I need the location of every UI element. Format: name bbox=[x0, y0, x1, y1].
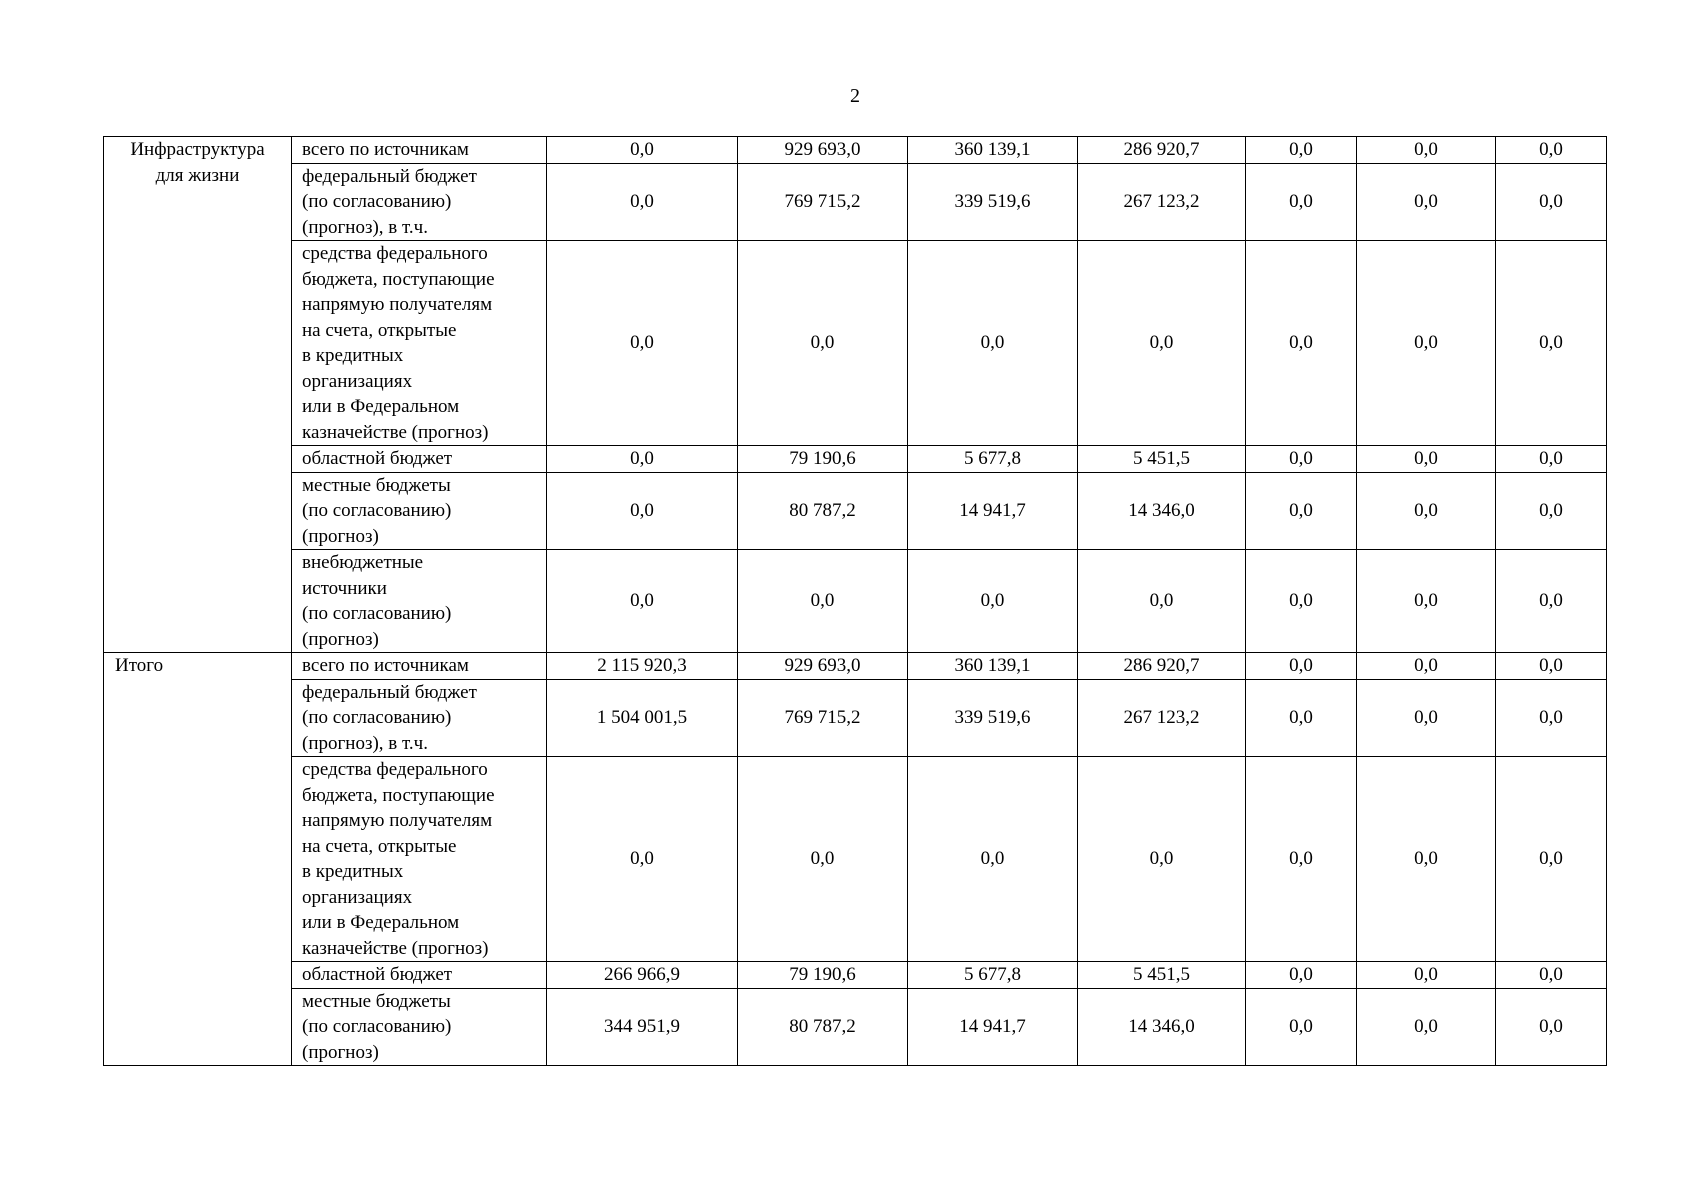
value-cell: 0,0 bbox=[1357, 988, 1496, 1066]
value-cell: 79 190,6 bbox=[738, 446, 908, 473]
value-cell: 0,0 bbox=[1357, 163, 1496, 241]
value-cell: 79 190,6 bbox=[738, 962, 908, 989]
section-name-cell bbox=[104, 137, 292, 653]
value-cell: 360 139,1 bbox=[908, 137, 1078, 164]
value-cell: 0,0 bbox=[1357, 241, 1496, 446]
value-cell: 2 115 920,3 bbox=[547, 653, 738, 680]
value-cell: 14 346,0 bbox=[1078, 988, 1246, 1066]
table-row bbox=[104, 653, 1607, 680]
funding-source-cell: всего по источникам bbox=[292, 137, 547, 164]
value-cell: 0,0 bbox=[547, 137, 738, 164]
value-cell: 0,0 bbox=[1357, 446, 1496, 473]
value-cell: 0,0 bbox=[738, 241, 908, 446]
value-cell: 0,0 bbox=[1357, 962, 1496, 989]
budget-table-body bbox=[104, 137, 1607, 1066]
value-cell: 267 123,2 bbox=[1078, 679, 1246, 757]
value-cell: 0,0 bbox=[1496, 163, 1607, 241]
value-cell: 0,0 bbox=[908, 757, 1078, 962]
value-cell: 344 951,9 bbox=[547, 988, 738, 1066]
table-row bbox=[104, 163, 1607, 241]
table-row bbox=[104, 757, 1607, 962]
value-cell: 0,0 bbox=[1357, 757, 1496, 962]
value-cell: 0,0 bbox=[1246, 653, 1357, 680]
value-cell: 0,0 bbox=[1246, 757, 1357, 962]
value-cell: 0,0 bbox=[908, 550, 1078, 653]
value-cell: 0,0 bbox=[1357, 472, 1496, 550]
value-cell: 339 519,6 bbox=[908, 679, 1078, 757]
value-cell: 0,0 bbox=[1496, 962, 1607, 989]
table-row bbox=[104, 241, 1607, 446]
value-cell: 0,0 bbox=[1246, 988, 1357, 1066]
value-cell: 5 677,8 bbox=[908, 446, 1078, 473]
value-cell: 0,0 bbox=[1246, 679, 1357, 757]
value-cell: 0,0 bbox=[738, 757, 908, 962]
value-cell: 286 920,7 bbox=[1078, 137, 1246, 164]
value-cell: 360 139,1 bbox=[908, 653, 1078, 680]
value-cell: 267 123,2 bbox=[1078, 163, 1246, 241]
table-row bbox=[104, 446, 1607, 473]
value-cell: 0,0 bbox=[547, 757, 738, 962]
value-cell: 0,0 bbox=[1246, 472, 1357, 550]
value-cell: 0,0 bbox=[1078, 757, 1246, 962]
value-cell: 0,0 bbox=[547, 550, 738, 653]
funding-source-cell: федеральный бюджет (по согласованию) (прогноз), в т.ч. bbox=[292, 679, 547, 757]
value-cell: 0,0 bbox=[1078, 241, 1246, 446]
value-cell: 286 920,7 bbox=[1078, 653, 1246, 680]
value-cell: 339 519,6 bbox=[908, 163, 1078, 241]
value-cell: 80 787,2 bbox=[738, 988, 908, 1066]
value-cell: 0,0 bbox=[1246, 163, 1357, 241]
table-row bbox=[104, 137, 1607, 164]
section-name: Инфраструктура для жизни bbox=[130, 139, 265, 186]
value-cell: 5 451,5 bbox=[1078, 446, 1246, 473]
value-cell: 5 677,8 bbox=[908, 962, 1078, 989]
value-cell: 929 693,0 bbox=[738, 653, 908, 680]
value-cell: 0,0 bbox=[547, 446, 738, 473]
funding-source-cell: всего по источникам bbox=[292, 653, 547, 680]
value-cell: 0,0 bbox=[1496, 550, 1607, 653]
value-cell: 14 941,7 bbox=[908, 472, 1078, 550]
value-cell: 0,0 bbox=[1357, 679, 1496, 757]
value-cell: 0,0 bbox=[1496, 988, 1607, 1066]
page-number: 2 bbox=[850, 85, 860, 107]
table-row bbox=[104, 679, 1607, 757]
value-cell: 0,0 bbox=[1357, 653, 1496, 680]
value-cell: 0,0 bbox=[1246, 137, 1357, 164]
value-cell: 0,0 bbox=[1496, 472, 1607, 550]
funding-source-cell: средства федерального бюджета, поступающие напрямую получателям на счета, открытые в кредитных организациях или в Федеральном казначействе (прогноз) bbox=[292, 757, 547, 962]
value-cell: 0,0 bbox=[1496, 653, 1607, 680]
value-cell: 769 715,2 bbox=[738, 163, 908, 241]
funding-source-cell: местные бюджеты (по согласованию) (прогноз) bbox=[292, 988, 547, 1066]
funding-source-cell: федеральный бюджет (по согласованию) (прогноз), в т.ч. bbox=[292, 163, 547, 241]
value-cell: 1 504 001,5 bbox=[547, 679, 738, 757]
value-cell: 0,0 bbox=[738, 550, 908, 653]
value-cell: 0,0 bbox=[1246, 241, 1357, 446]
value-cell: 0,0 bbox=[1246, 446, 1357, 473]
value-cell: 0,0 bbox=[1496, 679, 1607, 757]
value-cell: 0,0 bbox=[1246, 962, 1357, 989]
value-cell: 769 715,2 bbox=[738, 679, 908, 757]
funding-source-cell: областной бюджет bbox=[292, 446, 547, 473]
value-cell: 0,0 bbox=[1496, 241, 1607, 446]
value-cell: 0,0 bbox=[1078, 550, 1246, 653]
section-name: Итого bbox=[115, 655, 164, 676]
value-cell: 266 966,9 bbox=[547, 962, 738, 989]
value-cell: 0,0 bbox=[547, 163, 738, 241]
value-cell: 80 787,2 bbox=[738, 472, 908, 550]
value-cell: 0,0 bbox=[547, 241, 738, 446]
value-cell: 0,0 bbox=[547, 472, 738, 550]
value-cell: 14 941,7 bbox=[908, 988, 1078, 1066]
value-cell: 0,0 bbox=[1496, 137, 1607, 164]
value-cell: 0,0 bbox=[1496, 757, 1607, 962]
value-cell: 0,0 bbox=[1496, 446, 1607, 473]
table-row bbox=[104, 962, 1607, 989]
value-cell: 0,0 bbox=[1357, 137, 1496, 164]
funding-source-cell: средства федерального бюджета, поступающие напрямую получателям на счета, открытые в кредитных организациях или в Федеральном казначействе (прогноз) bbox=[292, 241, 547, 446]
funding-source-cell: областной бюджет bbox=[292, 962, 547, 989]
section-name-cell bbox=[104, 653, 292, 1066]
budget-table bbox=[103, 136, 1607, 1066]
value-cell: 0,0 bbox=[1357, 550, 1496, 653]
funding-source-cell: местные бюджеты (по согласованию) (прогноз) bbox=[292, 472, 547, 550]
funding-source-cell: внебюджетные источники (по согласованию) (прогноз) bbox=[292, 550, 547, 653]
value-cell: 14 346,0 bbox=[1078, 472, 1246, 550]
value-cell: 929 693,0 bbox=[738, 137, 908, 164]
table-row bbox=[104, 550, 1607, 653]
table-row bbox=[104, 988, 1607, 1066]
value-cell: 0,0 bbox=[908, 241, 1078, 446]
value-cell: 5 451,5 bbox=[1078, 962, 1246, 989]
value-cell: 0,0 bbox=[1246, 550, 1357, 653]
table-row bbox=[104, 472, 1607, 550]
